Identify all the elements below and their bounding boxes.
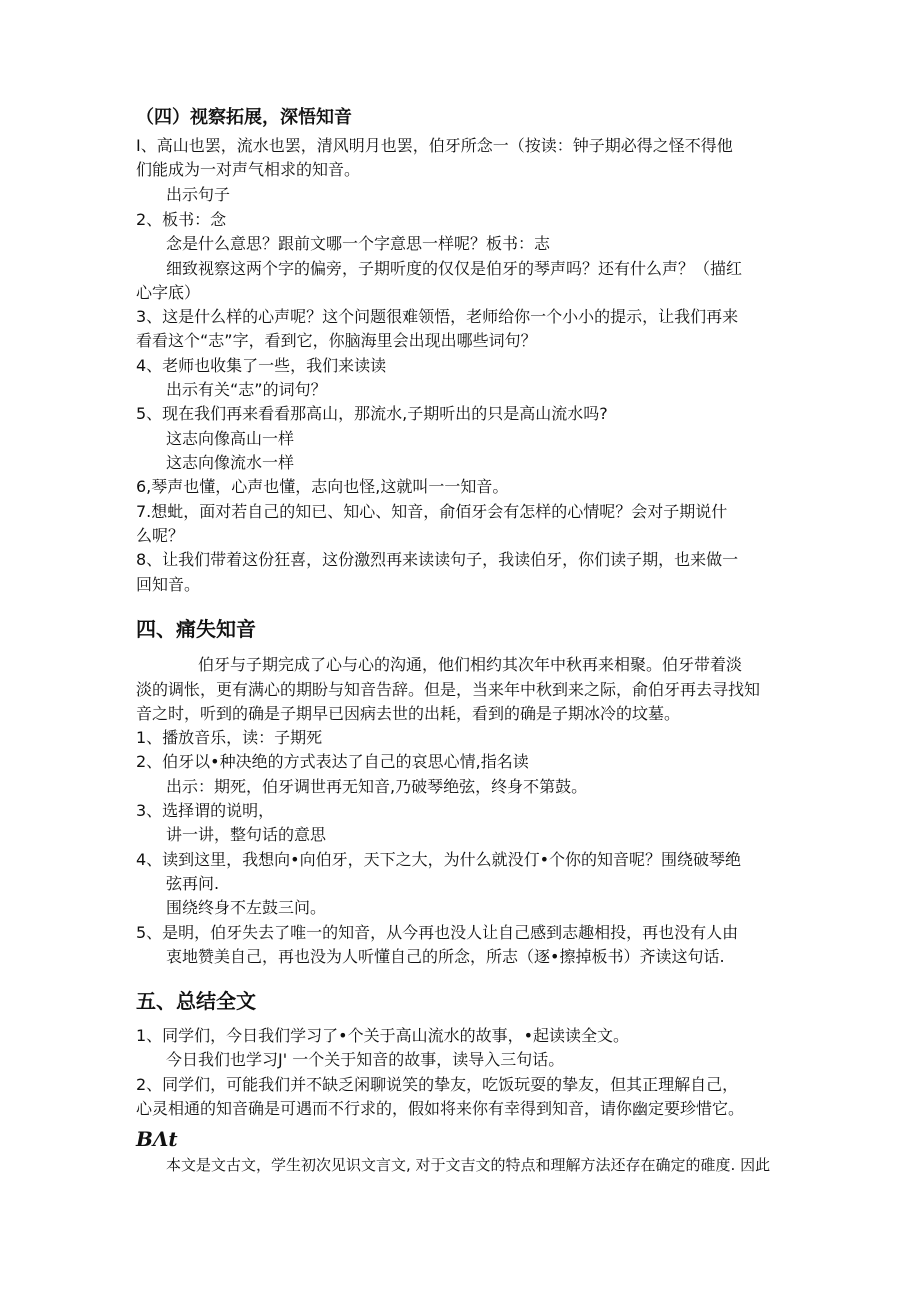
text-line: 6,琴声也懂，心声也懂，志向也怪,这就叫一一知音。: [136, 477, 509, 496]
text-line: 淡的调怅，更有满心的期盼与知音告辞。但是，当来年中秋到来之际，俞伯牙再去寻找知: [136, 680, 761, 699]
text-line: 5、是明，伯牙失去了唯一的知音，从今再也没人让自己感到志趣相投，再也没有人由: [136, 923, 739, 942]
reflection-heading: BΛt: [136, 1127, 178, 1151]
text-line: 出示：期死，伯牙调世再无知音,乃破琴绝弦，终身不第鼓。: [166, 777, 588, 796]
text-line: 1、同学们，今日我们学习了•个关于高山流水的故事，•起读读全文。: [136, 1026, 630, 1045]
text-line: 衷地赞美自己，再也没为人听懂自己的所念，所志（逐•擦掉板书）齐读这句话.: [166, 947, 725, 966]
text-line: 们能成为一对声气相求的知音。: [136, 160, 361, 179]
text-line: 弦再问.: [166, 874, 220, 893]
text-line: 2、同学们，可能我们并不缺乏闲聊说笑的挚友，吃饭玩耍的挚友，但其正理解自己，: [136, 1075, 739, 1094]
text-line: 4、读到这里，我想向•向伯牙，天下之大，为什么就没仃•个你的知音呢？围绕破琴绝: [136, 850, 742, 869]
text-line: 心灵相通的知音确是可遇而不行求的，假如将来你有幸得到知音，请你幽定要珍惜它。: [136, 1099, 745, 1118]
text-line: 念是什么意思？跟前文哪一个字意思一样呢？板书：志: [166, 234, 551, 253]
text-line: 心字底）: [136, 283, 201, 302]
text-line: 3、这是什么样的心声呢？这个问题很难领悟，老师给你一个小小的提示，让我们再来: [136, 307, 739, 326]
text-line: 今日我们也学习J' 一个关于知音的故事，读导入三句话。: [166, 1050, 565, 1069]
text-line: 出示有关“志”的词句？: [166, 380, 327, 399]
section-heading-zongjie: 五、总结全文: [136, 989, 256, 1013]
section-heading-tongshi: 四、痛失知音: [136, 617, 256, 641]
text-line: 2、板书：念: [136, 210, 227, 229]
text-line: 这志向像流水一样: [166, 453, 295, 472]
text-line: 围绕终身不左鼓三问。: [166, 898, 327, 917]
text-line: 讲一讲，整句话的意思: [166, 825, 327, 844]
text-line: 么呢？: [136, 526, 185, 545]
text-line: 4、老师也收集了一些，我们来读读: [136, 356, 387, 375]
text-line: 这志向像高山一样: [166, 429, 295, 448]
text-line: 3、选择谓的说明，: [136, 801, 275, 820]
text-line: 5、现在我们再来看看那高山，那流水,子期听出的只是高山流水吗?: [136, 404, 608, 423]
text-line: 伯牙与子期完成了心与心的沟通，他们相约其次年中秋再来相聚。伯牙带着淡: [198, 655, 743, 674]
section-heading-shicha: （四）视察拓展，深悟知音: [136, 107, 352, 128]
text-line: 本文是文古文，学生初次见识文言文, 对于文吉文的特点和理解方法还存在确定的碓度. 因此: [166, 1156, 771, 1174]
text-line: 出示句子: [166, 185, 231, 204]
text-line: 2、伯牙以•种决绝的方式表达了自己的哀思心情,指名读: [136, 752, 529, 771]
text-line: 7.想蚍，面对若自己的知已、知心、知音，俞佰牙会有怎样的心情呢？会对子期说什: [136, 502, 728, 521]
text-line: 8、让我们带着这份狂喜，这份激烈再来读读句子，我读伯牙，你们读子期，也来做一: [136, 550, 739, 569]
text-line: 音之时，听到的确是子期早已因病去世的出耗，看到的确是子期冰冷的坟墓。: [136, 704, 681, 723]
text-line: 回知音。: [136, 575, 201, 594]
text-line: 1、播放音乐，读：子期死: [136, 728, 323, 747]
text-line: 细致视察这两个字的偏旁，子期听度的仅仅是伯牙的琴声吗？还有什么声？（描红: [166, 259, 743, 278]
text-line: I、高山也罢，流水也罢，清风明月也罢，伯牙所念一（按读：钟子期必得之怪不得他: [136, 136, 733, 155]
text-line: 看看这个“志”字，看到它，你脑海里会出现出哪些词句？: [136, 331, 537, 350]
